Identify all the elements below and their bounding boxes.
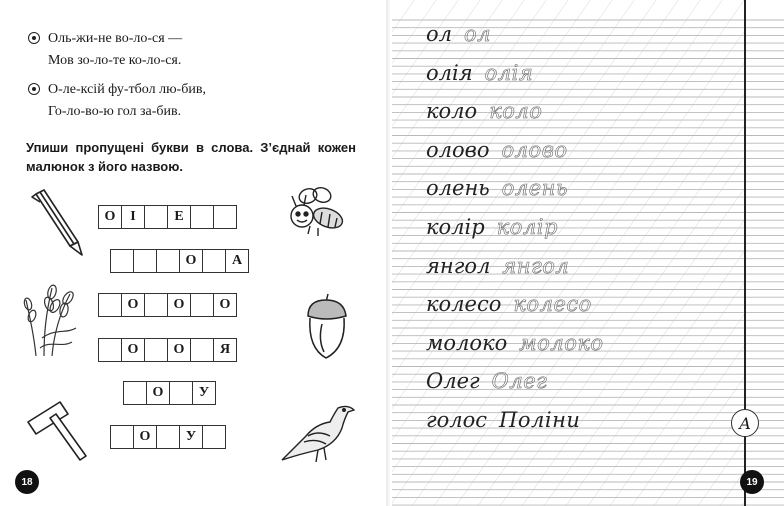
- poem-line: Го-ло-во-ю гол за-бив.: [48, 104, 182, 119]
- left-page: [0, 0, 388, 506]
- trace-word: Поліни: [499, 408, 581, 432]
- letter-cell[interactable]: [169, 381, 193, 405]
- copybook-word-row: [426, 138, 568, 162]
- copybook-word-row: [426, 369, 547, 393]
- word-grid-row: [110, 249, 248, 273]
- letter-cell[interactable]: [190, 205, 214, 229]
- trace-word: молоко: [519, 330, 604, 355]
- written-word: янгол: [426, 253, 491, 278]
- bullet-icon: [28, 83, 40, 95]
- letter-cell[interactable]: О: [121, 338, 145, 362]
- letter-cell[interactable]: [213, 205, 237, 229]
- trace-word: олово: [501, 137, 568, 162]
- pencil-icon[interactable]: [30, 188, 88, 258]
- letter-cell[interactable]: Е: [167, 205, 191, 229]
- bee-icon[interactable]: [284, 186, 354, 240]
- copybook-word-row: [426, 408, 580, 432]
- word-grid-row: [123, 381, 215, 405]
- written-word: олень: [426, 176, 490, 201]
- letter-cell[interactable]: У: [192, 381, 216, 405]
- trace-word: Олег: [491, 369, 548, 394]
- letter-cell[interactable]: О: [167, 338, 191, 362]
- letter-cell[interactable]: О: [146, 381, 170, 405]
- hammer-icon[interactable]: [26, 396, 90, 464]
- poem-verse-1: [28, 28, 182, 72]
- written-word: молоко: [426, 330, 508, 355]
- letter-cell[interactable]: Я: [213, 338, 237, 362]
- letter-cell[interactable]: [123, 381, 147, 405]
- trace-word: коло: [489, 99, 543, 124]
- letter-cell[interactable]: [202, 249, 226, 273]
- letter-cell[interactable]: [156, 425, 180, 449]
- trace-word: колесо: [513, 292, 592, 317]
- letter-cell[interactable]: [110, 425, 134, 449]
- written-word: олія: [426, 60, 473, 85]
- letter-cell[interactable]: [133, 249, 157, 273]
- written-word: голос: [426, 408, 488, 432]
- page-number: 19: [740, 470, 764, 494]
- letter-cell[interactable]: [144, 338, 168, 362]
- wheat-icon[interactable]: [22, 278, 80, 358]
- letter-cell[interactable]: О: [121, 293, 145, 317]
- page-number: 18: [15, 470, 39, 494]
- word-grid-row: [110, 425, 225, 449]
- trace-word: колір: [496, 215, 558, 239]
- copybook-word-row: [426, 22, 491, 46]
- right-page: [392, 0, 784, 506]
- letter-badge: А: [731, 409, 759, 437]
- word-grid-row: [98, 338, 236, 362]
- letter-cell[interactable]: О: [133, 425, 157, 449]
- acorn-icon[interactable]: [304, 292, 350, 362]
- letter-cell[interactable]: А: [225, 249, 249, 273]
- trace-word: олень: [501, 176, 568, 201]
- written-word: колір: [426, 215, 485, 239]
- trace-word: янгол: [502, 253, 570, 278]
- copybook-word-row: [426, 99, 542, 123]
- letter-cell[interactable]: [98, 293, 122, 317]
- written-word: олово: [426, 137, 490, 162]
- trace-word: ол: [464, 22, 492, 46]
- letter-cell[interactable]: О: [167, 293, 191, 317]
- copybook-word-row: [426, 61, 533, 85]
- trace-word: олія: [484, 60, 534, 85]
- letter-cell[interactable]: [156, 249, 180, 273]
- bullet-icon: [28, 32, 40, 44]
- letter-cell[interactable]: О: [98, 205, 122, 229]
- written-word: коло: [426, 99, 478, 124]
- copybook-word-row: [426, 176, 568, 200]
- letter-cell[interactable]: [98, 338, 122, 362]
- task-instruction: Упиши пропущені букви в слова. З’єднай кожен малюнок з його назвою.: [26, 140, 356, 174]
- copybook-word-row: [426, 331, 604, 355]
- poem-line: Оль-жи-не во-ло-ся —: [48, 31, 183, 46]
- pigeon-icon[interactable]: [278, 400, 358, 466]
- poem-verse-2: [28, 79, 206, 123]
- copybook-word-row: [426, 215, 558, 239]
- letter-cell[interactable]: [110, 249, 134, 273]
- copybook-word-row: [426, 292, 592, 316]
- word-grid-row: [98, 293, 236, 317]
- word-grid-row: [98, 205, 236, 229]
- letter-cell[interactable]: [144, 205, 168, 229]
- written-word: колесо: [426, 292, 502, 317]
- written-word: Олег: [426, 369, 480, 394]
- letter-cell[interactable]: І: [121, 205, 145, 229]
- letter-cell[interactable]: [190, 293, 214, 317]
- letter-cell[interactable]: О: [213, 293, 237, 317]
- letter-cell[interactable]: [190, 338, 214, 362]
- letter-cell[interactable]: [144, 293, 168, 317]
- written-word: ол: [426, 22, 453, 46]
- letter-cell[interactable]: У: [179, 425, 203, 449]
- letter-cell[interactable]: О: [179, 249, 203, 273]
- poem-line: О-ле-ксій фу-тбол лю-бив,: [48, 82, 206, 97]
- letter-cell[interactable]: [202, 425, 226, 449]
- poem-line: Мов зо-ло-те ко-ло-ся.: [48, 53, 182, 68]
- copybook-word-row: [426, 254, 569, 278]
